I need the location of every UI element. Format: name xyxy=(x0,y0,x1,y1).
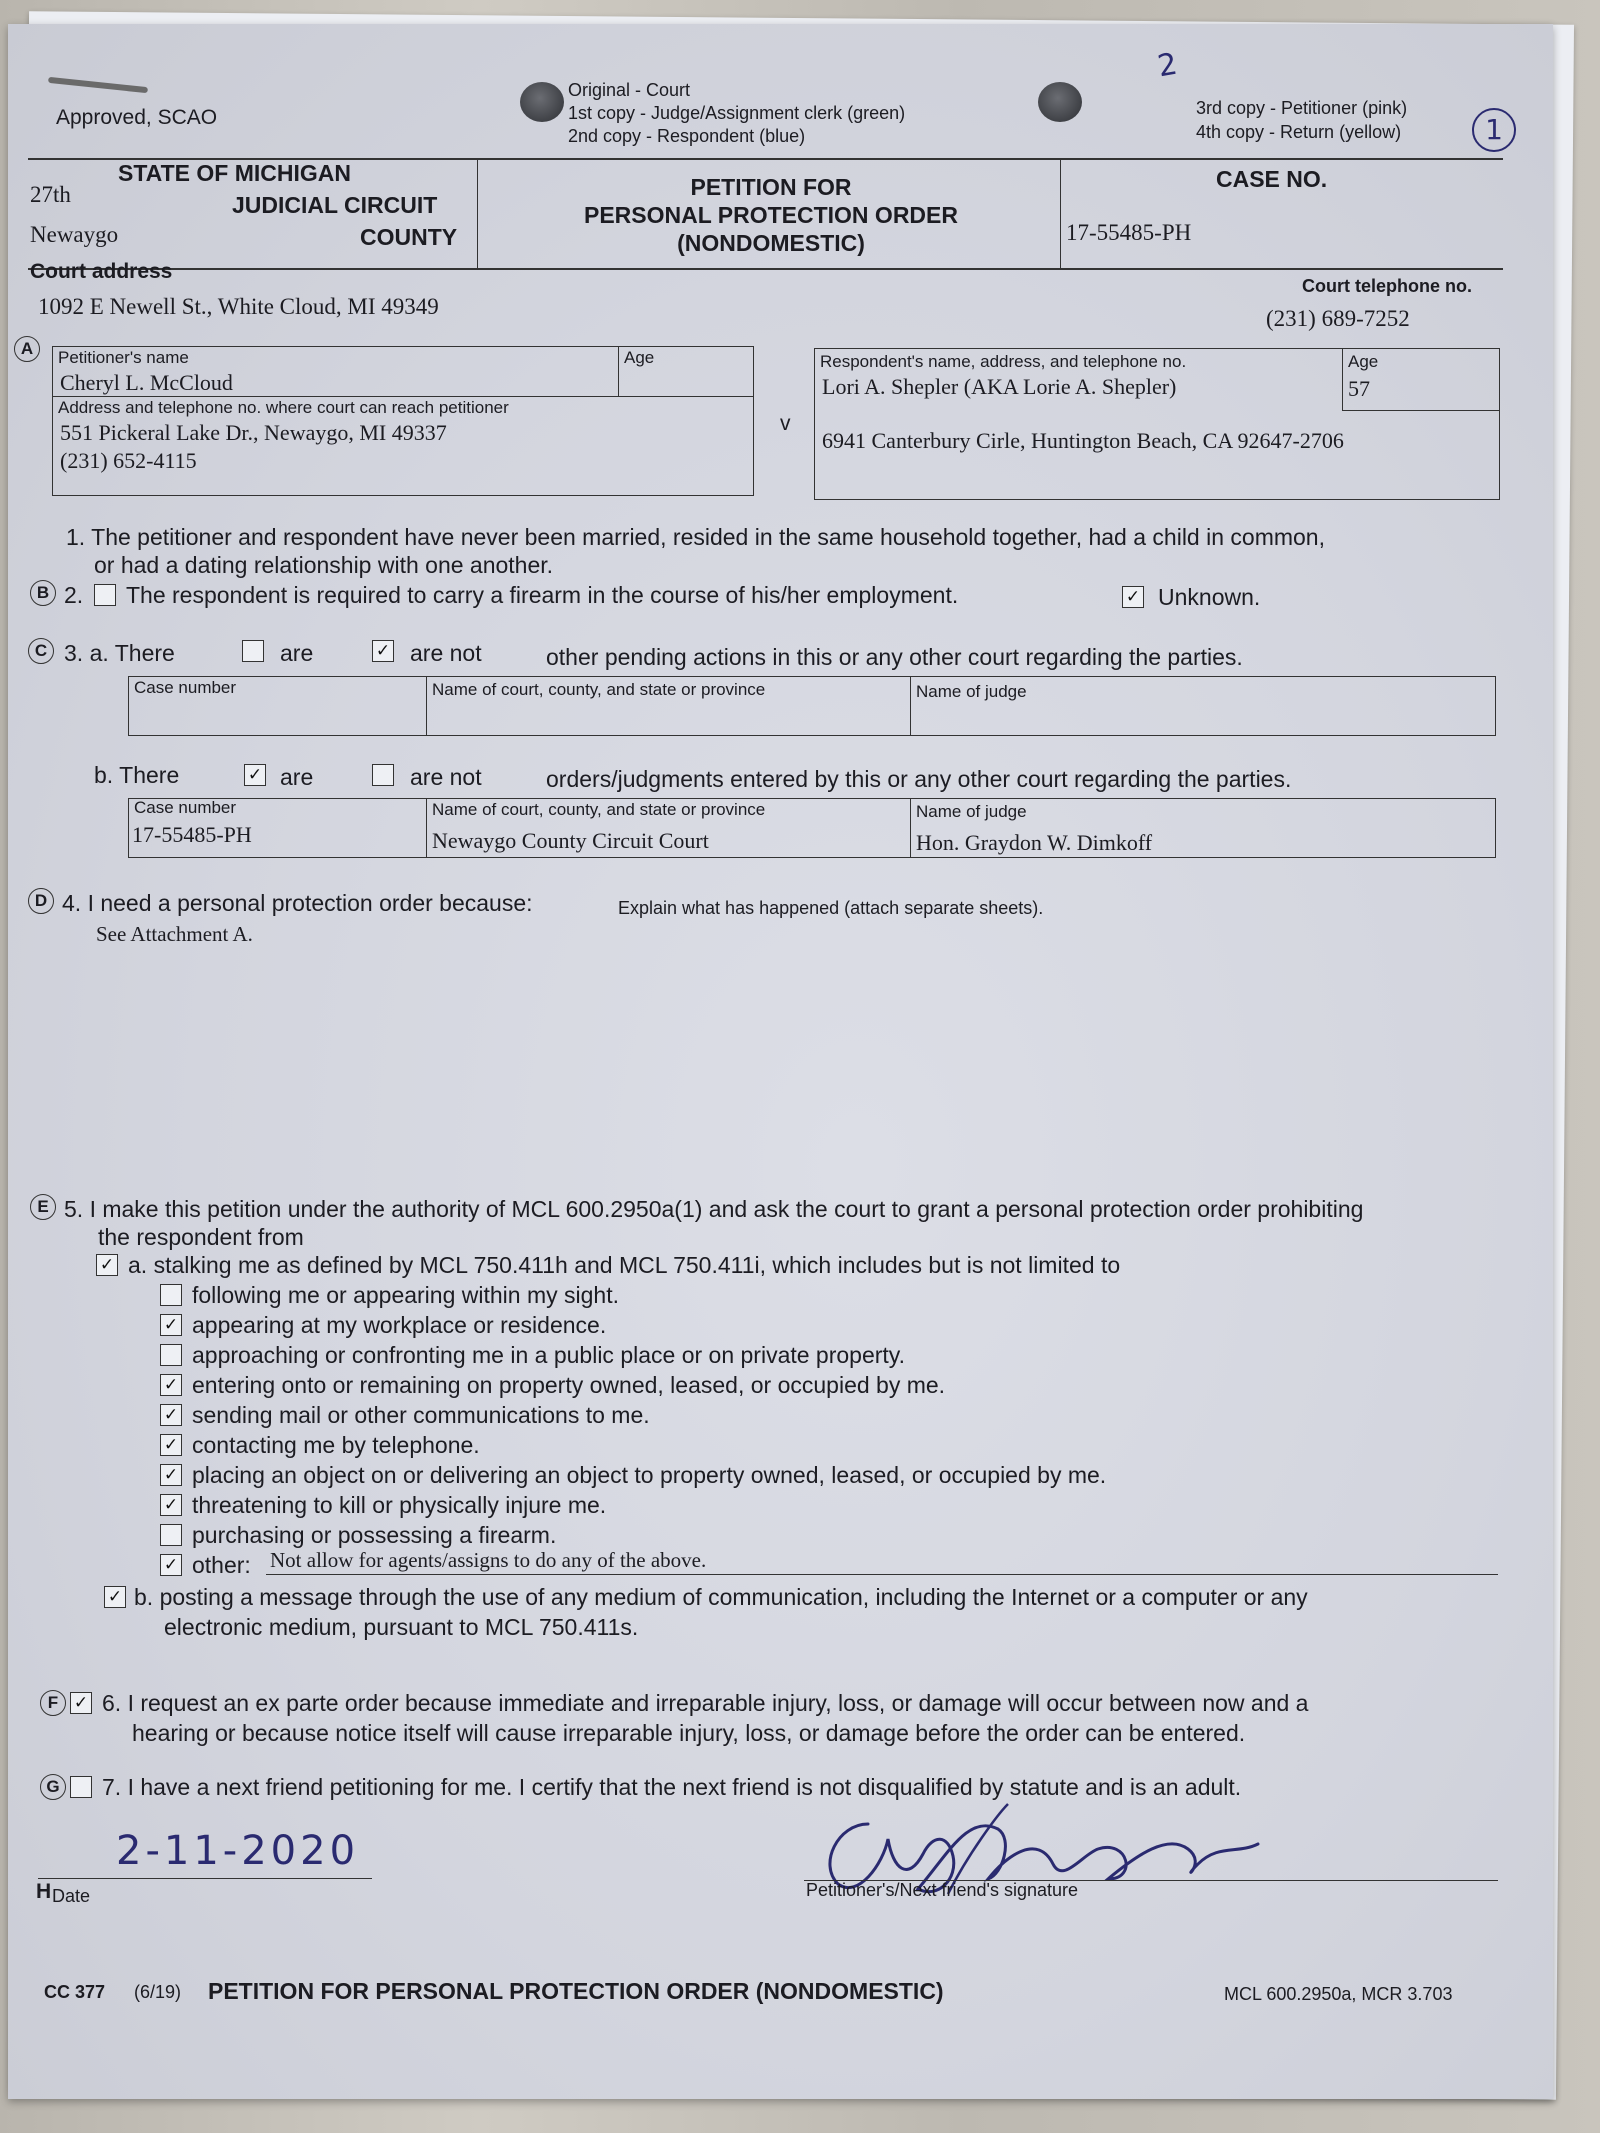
copy-fourth: 4th copy - Return (yellow) xyxy=(1196,122,1402,142)
item2-unknown-checkbox[interactable]: ✓ xyxy=(1122,586,1144,608)
item3b-are-label: are xyxy=(280,764,314,790)
item6-line2: hearing or because notice itself will cause irreparable injury, loss, or damage before the order can be entered. xyxy=(132,1720,1246,1746)
item5a-sub-checkbox-8[interactable]: ✓ xyxy=(160,1494,182,1516)
date-label: Date xyxy=(52,1886,91,1906)
item5a-sub-checkbox-2[interactable]: ✓ xyxy=(160,1314,182,1336)
item3b-col-court: Name of court, county, and state or province xyxy=(432,800,766,819)
item5a-sub-text-5: sending mail or other communications to me. xyxy=(192,1402,650,1428)
item3a-col-judge: Name of judge xyxy=(916,682,1027,701)
item3a-are-not-checkbox[interactable]: ✓ xyxy=(372,640,394,662)
marker-h: H xyxy=(36,1880,52,1903)
item7-checkbox[interactable] xyxy=(70,1776,92,1798)
county-label: COUNTY xyxy=(360,224,458,250)
versus: v xyxy=(780,412,791,435)
item3a-are-not-label: are not xyxy=(410,640,482,666)
footer-title: PETITION FOR PERSONAL PROTECTION ORDER (NONDOMESTIC) xyxy=(208,1978,944,2004)
copy-original: Original - Court xyxy=(568,80,691,100)
item5a-sub-text-3: approaching or confronting me in a public place or on private property. xyxy=(192,1342,905,1368)
petitioner-name: Cheryl L. McCloud xyxy=(60,370,233,395)
item4-text: 4. I need a personal protection order because: xyxy=(62,890,533,916)
item5-line2: the respondent from xyxy=(98,1224,304,1250)
respondent-age-bottom xyxy=(1342,410,1500,411)
marker-a: A xyxy=(14,336,40,362)
court-address-value: 1092 E Newell St., White Cloud, MI 49349 xyxy=(38,294,439,319)
item3b-are-not-label: are not xyxy=(410,764,482,790)
header-divider-2 xyxy=(1060,158,1061,268)
item3a-table-col2 xyxy=(910,676,911,736)
item5a-sub-checkbox-6[interactable]: ✓ xyxy=(160,1434,182,1456)
item5a-sub-text-7: placing an object on or delivering an object to property owned, leased, or occupied by me. xyxy=(192,1462,1107,1488)
copy-third: 3rd copy - Petitioner (pink) xyxy=(1196,98,1408,118)
petitioner-age-divider xyxy=(618,346,619,396)
copy-first: 1st copy - Judge/Assignment clerk (green) xyxy=(568,103,906,123)
petitioner-address-label: Address and telephone no. where court can reach petitioner xyxy=(58,398,509,417)
item3b-col-judge: Name of judge xyxy=(916,802,1027,821)
item3a-prefix: 3. a. There xyxy=(64,640,175,666)
footer-revision: (6/19) xyxy=(134,1982,182,2002)
petitioner-box-divider xyxy=(52,396,754,397)
item5a-sub-text-9: purchasing or possessing a firearm. xyxy=(192,1522,557,1548)
item5b-line1: b. posting a message through the use of any medium of communication, including the Internet or a computer or any xyxy=(134,1584,1308,1610)
petitioner-phone: (231) 652-4115 xyxy=(60,448,197,473)
item3b-suffix: orders/judgments entered by this or any other court regarding the parties. xyxy=(546,766,1292,792)
item4-hint: Explain what has happened (attach separate sheets). xyxy=(618,898,1044,918)
item3a-col-case: Case number xyxy=(134,678,237,697)
item5a-text: a. stalking me as defined by MCL 750.411h and MCL 750.411i, which includes but is not limited to xyxy=(128,1252,1121,1278)
state-of-michigan: STATE OF MICHIGAN xyxy=(118,160,351,186)
item5a-sub-checkbox-7[interactable]: ✓ xyxy=(160,1464,182,1486)
court-address-label: Court address xyxy=(30,260,173,283)
form-title-line2: PERSONAL PROTECTION ORDER xyxy=(584,202,958,228)
marker-f: F xyxy=(40,1690,66,1716)
item1-line2: or had a dating relationship with one another. xyxy=(94,552,554,578)
page-number-circled: 1 xyxy=(1472,108,1516,152)
item7-text: 7. I have a next friend petitioning for me. I certify that the next friend is not disqualified by statute and is an adult. xyxy=(102,1774,1242,1800)
petitioner-age-label: Age xyxy=(624,348,655,367)
header-divider-1 xyxy=(477,158,478,268)
respondent-name: Lori A. Shepler (AKA Lorie A. Shepler) xyxy=(822,374,1177,399)
marker-g: G xyxy=(40,1774,66,1800)
item3b-are-not-checkbox[interactable] xyxy=(372,764,394,786)
header-bottom-rule xyxy=(28,268,1503,270)
item3b-court-value: Newaygo County Circuit Court xyxy=(432,828,709,853)
item3b-judge-value: Hon. Graydon W. Dimkoff xyxy=(916,830,1153,855)
signature-label: Petitioner's/Next friend's signature xyxy=(806,1880,1079,1900)
item3b-table xyxy=(128,798,1496,858)
item3a-table xyxy=(128,676,1496,736)
punch-hole-left xyxy=(520,82,564,122)
item5a-other-checkbox[interactable]: ✓ xyxy=(160,1554,182,1576)
county-name: Newaygo xyxy=(30,222,119,247)
item3a-suffix: other pending actions in this or any other court regarding the parties. xyxy=(546,644,1243,670)
respondent-name-label: Respondent's name, address, and telephone no. xyxy=(820,352,1187,371)
item5a-checkbox[interactable]: ✓ xyxy=(96,1254,118,1276)
item5a-other-label: other: xyxy=(192,1552,251,1578)
approved-scao: Approved, SCAO xyxy=(56,106,218,129)
date-line xyxy=(38,1878,372,1879)
item3b-prefix: b. There xyxy=(94,762,180,788)
marker-e: E xyxy=(30,1194,56,1220)
item3b-col-case: Case number xyxy=(134,798,237,817)
petitioner-address: 551 Pickeral Lake Dr., Newaygo, MI 49337 xyxy=(60,420,447,445)
item3b-table-col1 xyxy=(426,798,427,858)
item5a-sub-text-8: threatening to kill or physically injure me. xyxy=(192,1492,607,1518)
item3b-are-checkbox[interactable]: ✓ xyxy=(244,764,266,786)
item2-firearm-checkbox[interactable] xyxy=(94,584,116,606)
item5a-sub-text-4: entering onto or remaining on property owned, leased, or occupied by me. xyxy=(192,1372,946,1398)
petitioner-name-label: Petitioner's name xyxy=(58,348,189,367)
footer-authority: MCL 600.2950a, MCR 3.703 xyxy=(1224,1984,1453,2004)
item6-line1: 6. I request an ex parte order because immediate and irreparable injury, loss, or damage will occur between now and a xyxy=(102,1690,1309,1716)
item5a-sub-text-2: appearing at my workplace or residence. xyxy=(192,1312,607,1338)
form-title-line1: PETITION FOR xyxy=(690,174,852,200)
item3a-are-label: are xyxy=(280,640,314,666)
date-handwritten: 2-11-2020 xyxy=(116,1828,360,1874)
marker-d: D xyxy=(28,888,54,914)
case-no-value: 17-55485-PH xyxy=(1066,220,1192,245)
marker-b: B xyxy=(30,580,56,606)
court-telephone-value: (231) 689-7252 xyxy=(1266,306,1410,331)
item3a-table-col1 xyxy=(426,676,427,736)
item3a-are-checkbox[interactable] xyxy=(242,640,264,662)
item2-number: 2. xyxy=(64,582,84,608)
item5a-other-text: Not allow for agents/assigns to do any of the above. xyxy=(270,1548,707,1572)
item3b-table-col2 xyxy=(910,798,911,858)
item5a-sub-checkbox-4[interactable]: ✓ xyxy=(160,1374,182,1396)
item5a-sub-checkbox-5[interactable]: ✓ xyxy=(160,1404,182,1426)
item3a-col-court: Name of court, county, and state or province xyxy=(432,680,766,699)
petition-form xyxy=(8,24,1553,2099)
item5a-sub-text-6: contacting me by telephone. xyxy=(192,1432,480,1458)
respondent-age-divider xyxy=(1342,348,1343,410)
respondent-address: 6941 Canterbury Cirle, Huntington Beach, CA 92647-2706 xyxy=(822,428,1344,453)
item2-unknown-label: Unknown. xyxy=(1158,584,1261,610)
item4-answer: See Attachment A. xyxy=(96,922,253,946)
punch-hole-right xyxy=(1038,82,1082,122)
item5a-sub-checkbox-3[interactable] xyxy=(160,1344,182,1366)
form-title-line3: (NONDOMESTIC) xyxy=(677,230,865,256)
judicial-circuit-label: JUDICIAL CIRCUIT xyxy=(232,192,438,218)
item5a-sub-text-1: following me or appearing within my sight. xyxy=(192,1282,619,1308)
copy-second: 2nd copy - Respondent (blue) xyxy=(568,126,806,146)
item6-checkbox[interactable]: ✓ xyxy=(70,1692,92,1714)
item2-text: The respondent is required to carry a firearm in the course of his/her employment. xyxy=(126,582,959,608)
item5-line1: 5. I make this petition under the authority of MCL 600.2950a(1) and ask the court to grant a personal protection order prohibiting xyxy=(64,1196,1364,1222)
item5a-sub-checkbox-9[interactable] xyxy=(160,1524,182,1546)
respondent-age: 57 xyxy=(1348,376,1370,401)
item5a-other-underline xyxy=(266,1574,1498,1575)
item5b-checkbox[interactable]: ✓ xyxy=(104,1586,126,1608)
court-telephone-label: Court telephone no. xyxy=(1302,276,1472,296)
respondent-age-label: Age xyxy=(1348,352,1379,371)
item5b-line2: electronic medium, pursuant to MCL 750.411s. xyxy=(164,1614,639,1640)
case-no-label: CASE NO. xyxy=(1216,166,1328,192)
item3b-case-value: 17-55485-PH xyxy=(132,822,252,847)
circuit-number: 27th xyxy=(30,182,71,207)
item1-line1: 1. The petitioner and respondent have never been married, resided in the same household together, had a child in common, xyxy=(66,524,1325,550)
staple xyxy=(48,77,148,93)
footer-form-no: CC 377 xyxy=(44,1982,106,2002)
marker-c: C xyxy=(28,638,54,664)
corner-handwritten-mark: 2 xyxy=(1155,46,1180,85)
item5a-sub-checkbox-1[interactable] xyxy=(160,1284,182,1306)
